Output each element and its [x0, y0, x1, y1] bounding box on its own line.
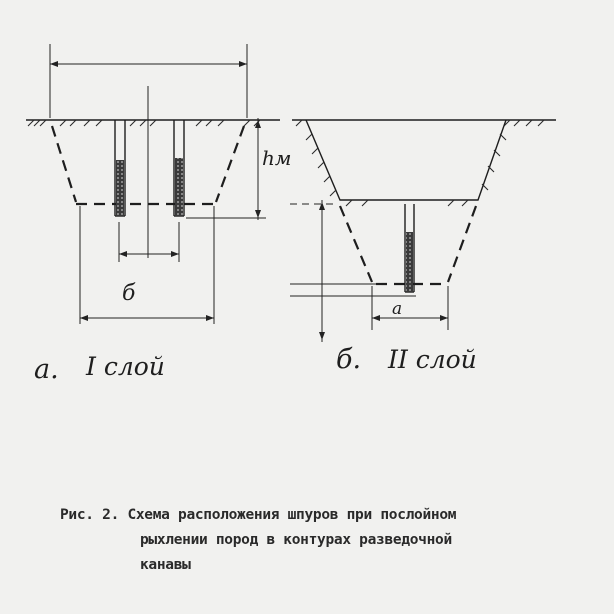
panel-b-diagram — [290, 120, 556, 375]
panel-b-letter: б. — [336, 344, 362, 375]
borehole-b — [405, 204, 414, 292]
panel-a-letter: а. — [34, 354, 59, 385]
ground-hatch-a — [28, 120, 260, 126]
panel-a-layer: I слой — [86, 352, 165, 381]
borehole-a-right — [174, 120, 184, 216]
panel-a-diagram — [26, 44, 291, 385]
depth-label-a: hм — [262, 146, 292, 170]
caption-line-2: рыхлении пород в контурах разведочной — [140, 532, 452, 548]
panel-b-layer: II слой — [388, 345, 477, 374]
figure-caption — [60, 503, 580, 578]
trench-wall-hatch-b — [306, 134, 506, 206]
excavated-trench-b — [306, 120, 506, 200]
width-label-a: б — [122, 281, 136, 306]
caption-line-1: Рис. 2. Схема расположения шпуров при послойном — [60, 507, 457, 523]
width-label-b: а — [392, 299, 403, 319]
borehole-a-left — [115, 120, 125, 216]
caption-line-3: канавы — [140, 557, 191, 573]
ground-hatch-b — [296, 120, 544, 126]
